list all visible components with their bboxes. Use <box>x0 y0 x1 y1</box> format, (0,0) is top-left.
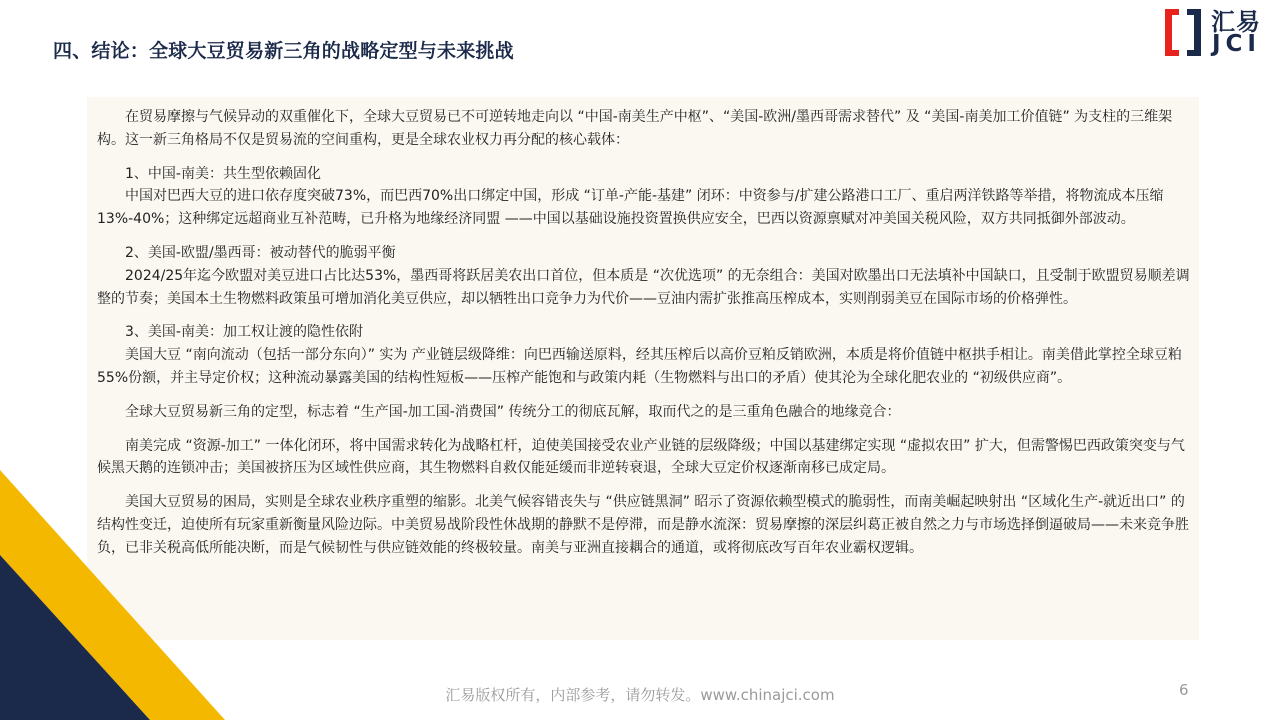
page-number: 6 <box>1179 681 1189 699</box>
logo-name-cn: 汇易 <box>1211 8 1261 36</box>
section-1-body: 中国对巴西大豆的进口依存度突破73%，而巴西70%出口绑定中国，形成 “订单-产能-基建” 闭环：中资参与/扩建公路港口工厂、重启两洋铁路等举措，将物流成本压缩13%-40%；这种绑定远超商业互补范畴，已升格为地缘经济同盟 ——中国以基础设施投资置换供应安全，巴西以资源禀赋对冲美国关税风险，双方共同抵御外部波动。 <box>97 188 1164 228</box>
conclusion-paragraph-2: 美国大豆贸易的困局，实则是全球农业秩序重塑的缩影。北美气候容错丧失与 “供应链黑洞” 昭示了资源依赖型模式的脆弱性，而南美崛起映射出 “区域化生产-就近出口” 的结构性变迁，迫使所有玩家重新衡量风险边际。中美贸易战阶段性休战期的静默不是停滞，而是静水流深：贸易摩擦的深层纠葛正被自然之力与市场选择倒逼破局——未来竞争胜负，已非关税高低所能决断，而是气候韧性与供应链效能的终极较量。南美与亚洲直接耦合的通道，或将彻底改写百年农业霸权逻辑。 <box>97 494 1189 556</box>
section-2-title: 2、美国-欧盟/墨西哥：被动替代的脆弱平衡 <box>125 244 396 261</box>
section-1-title: 1、中国-南美：共生型依赖固化 <box>125 165 321 182</box>
conclusion-paragraph-1: 南美完成 “资源-加工” 一体化闭环，将中国需求转化为战略杠杆，迫使美国接受农业产业链的层级降级；中国以基建绑定实现 “虚拟农田” 扩大，但需警惕巴西政策突变与气候黑天鹅的连锁冲击；美国被挤压为区域性供应商，其生物燃料自救仅能延缓而非逆转衰退，全球大豆定价权逐渐南移已成定局。 <box>97 437 1185 477</box>
section-2-body: 2024/25年迄今欧盟对美豆进口占比达53%，墨西哥将跃居美农出口首位，但本质是 “次优选项” 的无奈组合：美国对欧墨出口无法填补中国缺口，且受制于欧盟贸易顺差调整的节奏；美国本土生物燃料政策虽可增加消化美豆供应，却以牺牲出口竞争力为代价——豆油内需扩张推高压榨成本，实则削弱美豆在国际市场的价格弹性。 <box>97 267 1190 307</box>
section-3-title: 3、美国-南美：加工权让渡的隐性依附 <box>125 324 363 341</box>
logo-name-en: JCI <box>1212 31 1261 57</box>
logo-mark-navy <box>1187 9 1201 56</box>
section-3-body: 美国大豆 “南向流动（包括一部分东向）” 实为 产业链层级降维：向巴西输送原料，经其压榨后以高价豆粕反销欧洲，本质是将价值链中枢拱手相让。南美借此掌控全球豆粕55%份额，并主导定价权；这种流动暴露美国的结构性短板——压榨产能饱和与政策内耗（生物燃料与出口的矛盾）使其沦为全球化肥农业的 “初级供应商”。 <box>97 347 1182 386</box>
conclusion-intro: 全球大豆贸易新三角的定型，标志着 “生产国-加工国-消费国” 传统分工的彻底瓦解，取而代之的是三重角色融合的地缘竞合： <box>125 403 901 420</box>
main-content <box>97 106 1197 560</box>
logo-mark-red <box>1165 9 1179 56</box>
footer-copyright: 汇易版权所有，内部参考，请勿转发。www.chinajci.com <box>445 686 835 704</box>
page-title: 四、结论：全球大豆贸易新三角的战略定型与未来挑战 <box>53 40 514 62</box>
intro-paragraph: 在贸易摩擦与气候异动的双重催化下，全球大豆贸易已不可逆转地走向以 “中国-南美生产中枢”、“美国-欧洲/墨西哥需求替代” 及 “美国-南美加工价值链” 为支柱的三维架构。这一新三角格局不仅是贸易流的空间重构，更是全球农业权力再分配的核心载体： <box>97 109 1173 148</box>
